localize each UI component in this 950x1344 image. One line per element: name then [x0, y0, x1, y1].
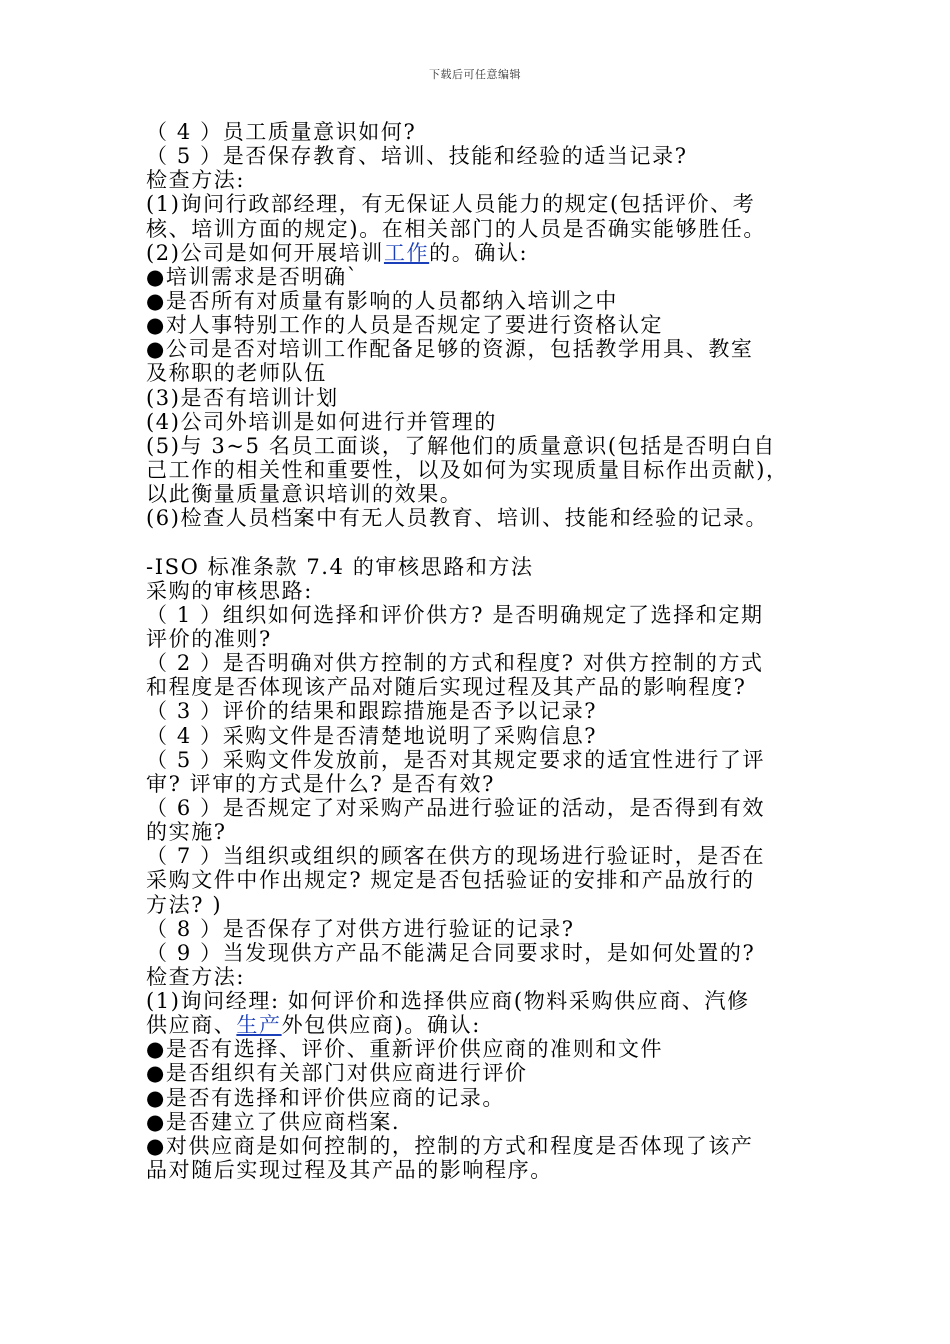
text-line: 采购文件中作出规定? 规定是否包括验证的安排和产品放行的: [146, 868, 755, 893]
text-line: 审? 评审的方式是什么? 是否有效?: [146, 771, 495, 796]
text-line: 检查方法:: [146, 964, 246, 989]
text-line: 及称职的老师队伍: [146, 361, 327, 386]
text-line: (1)询问经理: 如何评价和选择供应商(物料采购供应商、汽修: [146, 989, 750, 1014]
line-text-before: 供应商、: [146, 1013, 237, 1038]
text-line: （ 8 ）是否保存了对供方进行验证的记录?: [146, 916, 575, 941]
text-line: 检查方法:: [146, 168, 246, 193]
text-line: ●是否组织有关部门对供应商进行评价: [146, 1061, 528, 1086]
text-line: （ 2 ）是否明确对供方控制的方式和程度? 对供方控制的方式: [146, 651, 764, 676]
text-line: 方法? ): [146, 892, 223, 917]
text-line: 以此衡量质量意识培训的效果。: [146, 482, 463, 507]
inline-hyperlink[interactable]: 工作: [383, 240, 430, 265]
document-body: [146, 120, 812, 1182]
text-line: 的实施?: [146, 820, 227, 845]
text-line: ●是否有选择和评价供应商的记录。: [146, 1085, 505, 1110]
text-line: ●对供应商是如何控制的，控制的方式和程度是否体现了该产: [146, 1133, 754, 1158]
text-line: (1)询问行政部经理，有无保证人员能力的规定(包括评价、考: [146, 192, 756, 217]
text-line: （ 7 ）当组织或组织的顾客在供方的现场进行验证时，是否在: [146, 844, 766, 869]
text-line: 和程度是否体现该产品对随后实现过程及其产品的影响程度?: [146, 675, 747, 700]
text-line: （ 5 ）采购文件发放前，是否对其规定要求的适宜性进行了评: [146, 747, 766, 772]
text-line: （ 4 ）员工质量意识如何?: [146, 120, 417, 144]
text-line: （ 5 ）是否保存教育、培训、技能和经验的适当记录?: [146, 144, 688, 169]
text-line: ●是否所有对质量有影响的人员都纳入培训之中: [146, 288, 618, 313]
text-line: ●是否建立了供应商档案.: [146, 1109, 401, 1134]
page-header: 下载后可任意编辑: [429, 68, 521, 81]
text-line: -ISO 标准条款 7.4 的审核思路和方法: [146, 554, 534, 579]
text-line: (4)公司外培训是如何进行并管理的: [146, 409, 497, 434]
text-line: 品对随后实现过程及其产品的影响程序。: [146, 1158, 553, 1183]
blank-line: [146, 530, 812, 554]
text-line: (6)检查人员档案中有无人员教育、培训、技能和经验的记录。: [146, 506, 769, 531]
text-line: (3)是否有培训计划: [146, 385, 339, 410]
text-line: 核、培训方面的规定)。在相关部门的人员是否确实能够胜任。: [146, 216, 766, 241]
text-line: （ 4 ）采购文件是否清楚地说明了采购信息?: [146, 723, 598, 748]
text-line: 己工作的相关性和重要性，以及如何为实现质量目标作出贡献)，: [146, 457, 789, 482]
line-text-after: 外包供应商)。确认:: [281, 1013, 481, 1038]
line-text-after: 的。确认:: [429, 240, 529, 265]
text-line: 采购的审核思路:: [146, 578, 313, 603]
text-line: ●是否有选择、评价、重新评价供应商的准则和文件: [146, 1037, 664, 1062]
text-line: （ 6 ）是否规定了对采购产品进行验证的活动，是否得到有效: [146, 795, 766, 820]
line-text-before: (2)公司是如何开展培训: [146, 240, 384, 265]
text-line: （ 3 ）评价的结果和跟踪措施是否予以记录?: [146, 699, 598, 724]
text-line: （ 9 ）当发现供方产品不能满足合同要求时，是如何处置的?: [146, 940, 756, 965]
text-line: （ 1 ）组织如何选择和评价供方? 是否明确规定了选择和定期: [146, 602, 764, 627]
text-line: ●公司是否对培训工作配备足够的资源，包括教学用具、教室: [146, 337, 754, 362]
text-line: (5)与 3~5 名员工面谈，了解他们的质量意识(包括是否明白自: [146, 433, 776, 458]
inline-hyperlink[interactable]: 生产: [236, 1013, 282, 1038]
text-line-with-link: [146, 241, 812, 265]
text-line: ●对人事特别工作的人员是否规定了要进行资格认定: [146, 313, 664, 338]
text-line-with-link: [146, 1013, 812, 1037]
text-line: 评价的准则?: [146, 626, 272, 651]
text-line: ●培训需求是否明确`: [146, 264, 359, 289]
